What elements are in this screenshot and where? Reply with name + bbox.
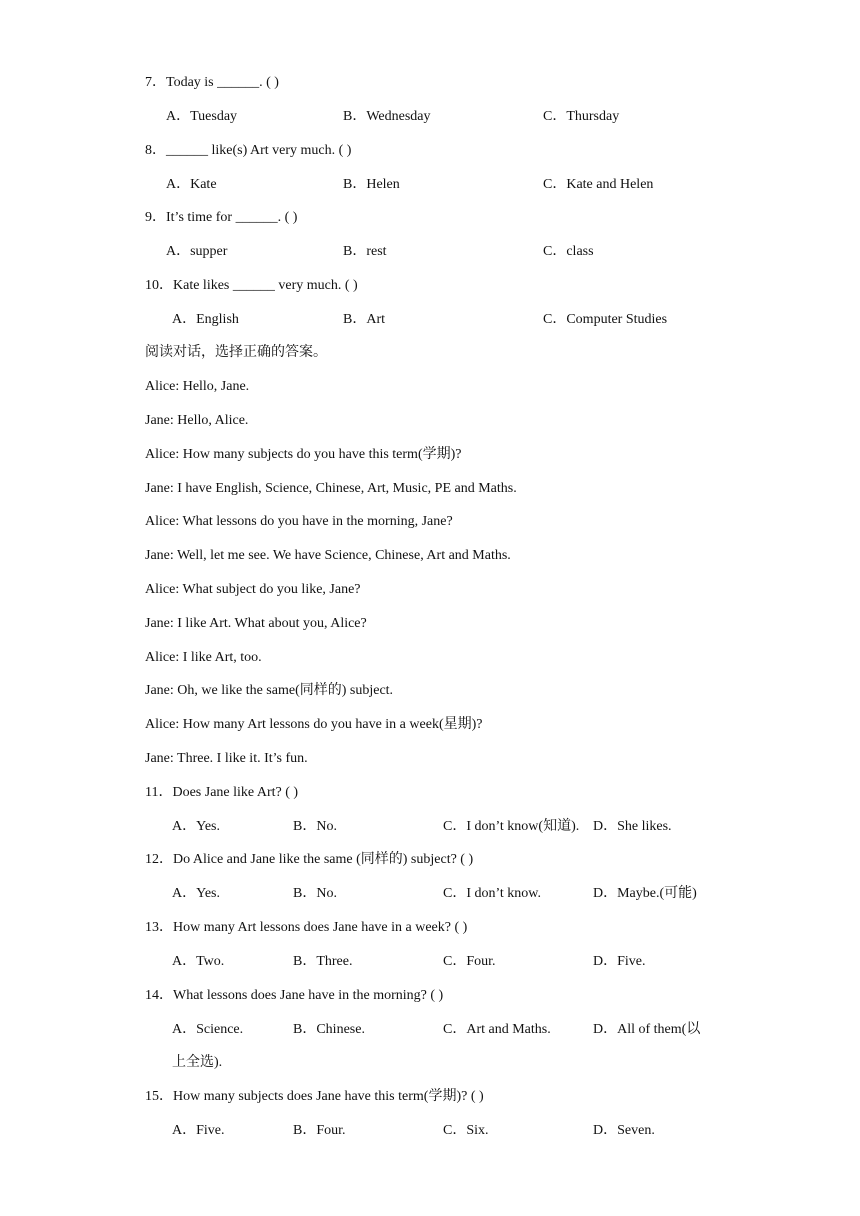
q7-option-b: B．Wednesday (343, 109, 431, 124)
question-13: 13．How many Art lessons does Jane have in a week? ( ) (145, 920, 468, 935)
q8-option-a: A．Kate (166, 177, 217, 192)
dialogue-line: Alice: What lessons do you have in the morning, Jane? (145, 514, 453, 529)
q7-option-c: C．Thursday (543, 109, 620, 124)
q8-option-c: C．Kate and Helen (543, 177, 654, 192)
question-14: 14．What lessons does Jane have in the morning? ( ) (145, 988, 444, 1003)
dialogue-line: Alice: I like Art, too. (145, 650, 262, 665)
q9-option-b: B．rest (343, 244, 387, 259)
q13-option-a: A．Two. (172, 954, 225, 969)
q8-option-b: B．Helen (343, 177, 400, 192)
dialogue-line: Alice: Hello, Jane. (145, 379, 250, 394)
question-10: 10．Kate likes ______ very much. ( ) (145, 278, 358, 293)
question-9: 9．It’s time for ______. ( ) (145, 210, 298, 225)
dialogue-line: Jane: Three. I like it. It’s fun. (145, 751, 308, 766)
dialogue-line: Jane: Oh, we like the same(同样的) subject. (145, 683, 394, 698)
q7-option-a: A．Tuesday (166, 109, 238, 124)
q9-option-a: A．supper (166, 244, 228, 259)
q14-option-b: B．Chinese. (293, 1022, 365, 1037)
q11-option-c: C．I don’t know(知道). (443, 819, 580, 834)
question-7: 7．Today is ______. ( ) (145, 75, 279, 90)
dialogue-line: Jane: I like Art. What about you, Alice? (145, 616, 367, 631)
q14-option-d-continued: 上全选). (172, 1055, 223, 1070)
q11-option-b: B．No. (293, 819, 337, 834)
dialogue-line: Jane: I have English, Science, Chinese, Art, Music, PE and Maths. (145, 481, 517, 496)
question-11: 11．Does Jane like Art? ( ) (145, 785, 299, 800)
q15-option-b: B．Four. (293, 1123, 346, 1138)
q10-option-c: C．Computer Studies (543, 312, 668, 327)
dialogue-line: Alice: What subject do you like, Jane? (145, 582, 361, 597)
q15-option-d: D．Seven. (593, 1123, 655, 1138)
q12-option-d: D．Maybe.(可能) (593, 886, 697, 901)
q14-option-a: A．Science. (172, 1022, 244, 1037)
q14-option-d: D．All of them(以 (593, 1022, 701, 1037)
q10-option-a: A．English (172, 312, 239, 327)
q11-option-d: D．She likes. (593, 819, 672, 834)
q13-option-d: D．Five. (593, 954, 646, 969)
reading-instruction: 阅读对话，选择正确的答案。 (145, 345, 327, 360)
question-15: 15．How many subjects does Jane have this term(学期)? ( ) (145, 1089, 484, 1104)
question-8: 8．______ like(s) Art very much. ( ) (145, 143, 352, 158)
q13-option-c: C．Four. (443, 954, 496, 969)
question-12: 12．Do Alice and Jane like the same (同样的) subject? ( ) (145, 852, 474, 867)
q12-option-a: A．Yes. (172, 886, 220, 901)
q12-option-b: B．No. (293, 886, 337, 901)
dialogue-line: Jane: Hello, Alice. (145, 413, 249, 428)
dialogue-line: Alice: How many Art lessons do you have in a week(星期)? (145, 717, 483, 732)
q11-option-a: A．Yes. (172, 819, 220, 834)
dialogue-line: Jane: Well, let me see. We have Science, Chinese, Art and Maths. (145, 548, 511, 563)
q12-option-c: C．I don’t know. (443, 886, 541, 901)
q13-option-b: B．Three. (293, 954, 353, 969)
q9-option-c: C．class (543, 244, 594, 259)
q10-option-b: B．Art (343, 312, 385, 327)
q14-option-c: C．Art and Maths. (443, 1022, 551, 1037)
q15-option-a: A．Five. (172, 1123, 225, 1138)
dialogue-line: Alice: How many subjects do you have this term(学期)? (145, 447, 462, 462)
q15-option-c: C．Six. (443, 1123, 489, 1138)
